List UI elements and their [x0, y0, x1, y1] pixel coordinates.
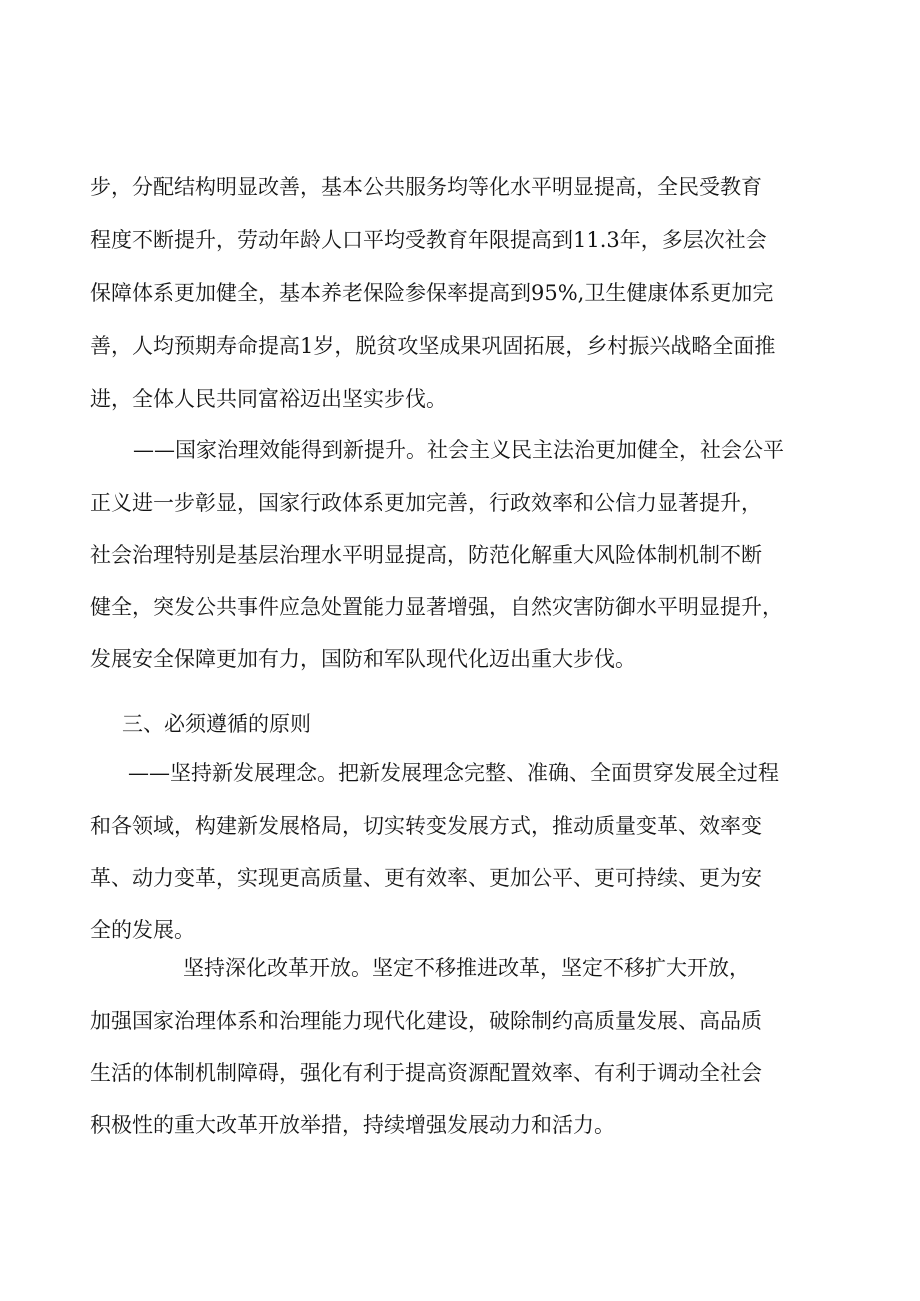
paragraph-line: 革、动力变革，实现更高质量、更有效率、更加公平、更可持续、更为安 [90, 866, 762, 890]
paragraph-line: 步，分配结构明显改善，基本公共服务均等化水平明显提高，全民受教育 [90, 175, 762, 199]
paragraph-line: 全的发展。 [90, 918, 195, 942]
paragraph-line: 保障体系更加健全，基本养老保险参保率提高到95%,卫生健康体系更加完 [90, 281, 774, 305]
paragraph-line: 发展安全保障更加有力，国防和军队现代化迈出重大步伐。 [90, 647, 636, 671]
paragraph-line: 程度不断提升，劳动年龄人口平均受教育年限提高到11.3年，多层次社会 [90, 228, 767, 252]
paragraph-line: 正义进一步彰显，国家行政体系更加完善，行政效率和公信力显著提升， [90, 491, 762, 515]
paragraph-line: 和各领域，构建新发展格局，切实转变发展方式，推动质量变革、效率变 [90, 814, 762, 838]
paragraph-line: ——国家治理效能得到新提升。社会主义民主法治更加健全，社会公平 [133, 438, 784, 462]
paragraph-line: 加强国家治理体系和治理能力现代化建设，破除制约高质量发展、高品质 [90, 1009, 762, 1033]
paragraph-line: 社会治理特别是基层治理水平明显提高，防范化解重大风险体制机制不断 [90, 543, 762, 567]
paragraph-line: 坚持深化改革开放。坚定不移推进改革，坚定不移扩大开放， [183, 956, 750, 980]
paragraph-line: 进，全体人民共同富裕迈出坚实步伐。 [90, 387, 447, 411]
paragraph-line: 健全，突发公共事件应急处置能力显著增强，自然灾害防御水平明显提升， [90, 595, 783, 619]
section-heading: 三、必须遵循的原则 [122, 712, 311, 736]
paragraph-line: 善，人均预期寿命提高1岁，脱贫攻坚成果巩固拓展，乡村振兴战略全面推 [90, 334, 776, 358]
paragraph-line: ——坚持新发展理念。把新发展理念完整、准确、全面贯穿发展全过程 [128, 761, 779, 785]
paragraph-line: 生活的体制机制障碍，强化有利于提高资源配置效率、有利于调动全社会 [90, 1061, 762, 1085]
paragraph-line: 积极性的重大改革开放举措，持续增强发展动力和活力。 [90, 1113, 615, 1137]
